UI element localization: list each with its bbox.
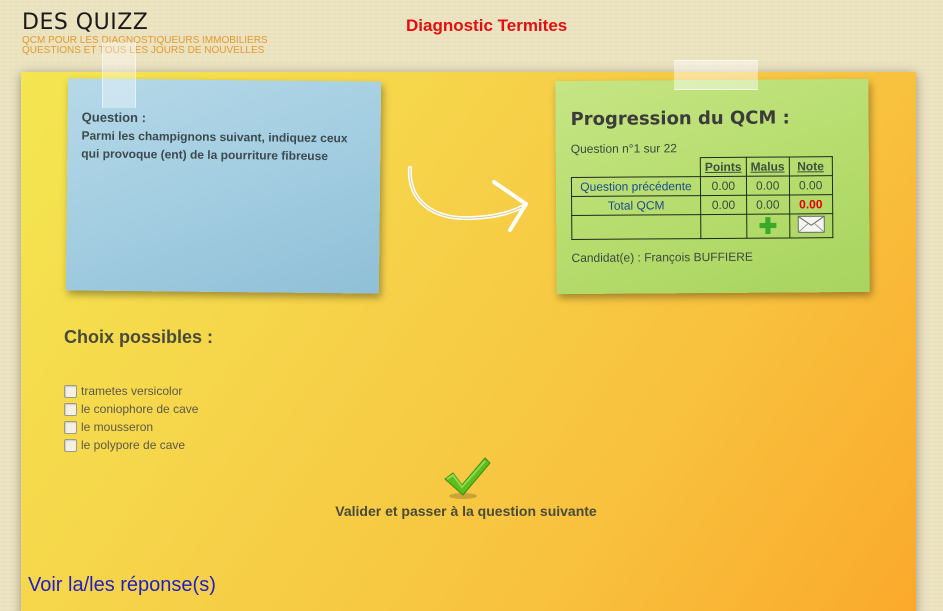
total-note: 0.00 [789, 195, 832, 214]
score-table [571, 156, 833, 240]
logo-subtitle-1: QCM POUR LES DIAGNOSTIQUEURS IMMOBILIERS [22, 35, 268, 46]
mail-button[interactable] [789, 214, 832, 238]
choice-label: le coniophore de cave [81, 402, 199, 416]
envelope-icon[interactable] [797, 214, 825, 234]
choice-checkbox[interactable] [64, 385, 77, 398]
total-malus: 0.00 [746, 195, 789, 214]
score-icon-row [572, 214, 833, 240]
choice-label: le polypore de cave [81, 438, 186, 452]
progress-note [555, 79, 869, 294]
header-points: Points [700, 157, 746, 176]
validate-label: Valider et passer à la question suivante [335, 503, 597, 519]
choices-list [64, 382, 198, 454]
logo-subtitle-2: QUESTIONS ET TOUS LES JOURS DE NOUVELLES [22, 45, 265, 56]
previous-note: 0.00 [789, 176, 832, 195]
total-points: 0.00 [701, 195, 747, 214]
header-note: Note [789, 157, 832, 176]
choice-label: le mousseron [81, 420, 154, 434]
score-header-row [571, 157, 832, 178]
row-label-total: Total QCM [572, 196, 701, 216]
choice-item[interactable] [64, 418, 198, 436]
checkmark-icon[interactable] [441, 455, 491, 501]
choice-checkbox[interactable] [64, 403, 77, 416]
score-row-total [572, 195, 833, 216]
arrow-icon [402, 160, 537, 240]
question-note [66, 78, 381, 293]
choice-item[interactable] [64, 382, 198, 400]
previous-points: 0.00 [700, 176, 746, 195]
progress-title: Progression du QCM : [570, 107, 790, 130]
tape-decoration [674, 60, 758, 90]
previous-malus: 0.00 [746, 176, 789, 195]
choices-title: Choix possibles : [64, 327, 214, 347]
choice-item[interactable] [64, 400, 198, 418]
header-malus: Malus [746, 157, 789, 176]
question-text: Parmi les champignons suivant, indiquez ceux qui provoque (ent) de la pourriture fibreuse [81, 128, 348, 164]
question-counter: Question n°1 sur 22 [570, 141, 677, 156]
choice-checkbox[interactable] [64, 421, 77, 434]
add-button[interactable] [746, 214, 789, 238]
tape-decoration [102, 42, 136, 108]
choice-item[interactable] [64, 436, 198, 454]
question-label: Question : [81, 109, 147, 126]
page-title: Diagnostic Termites [406, 16, 568, 35]
site-logo[interactable] [22, 10, 268, 56]
plus-icon[interactable]: ✚ [758, 213, 778, 239]
row-label-previous: Question précédente [571, 177, 700, 197]
logo-title: DES QUIZZ [22, 10, 149, 35]
choice-checkbox[interactable] [64, 439, 77, 452]
score-row-previous [571, 176, 832, 197]
candidate-name: Candidat(e) : François BUFFIERE [571, 249, 753, 265]
view-answers-link[interactable]: Voir la/les réponse(s) [28, 574, 216, 596]
choice-label: trametes versicolor [81, 384, 183, 398]
